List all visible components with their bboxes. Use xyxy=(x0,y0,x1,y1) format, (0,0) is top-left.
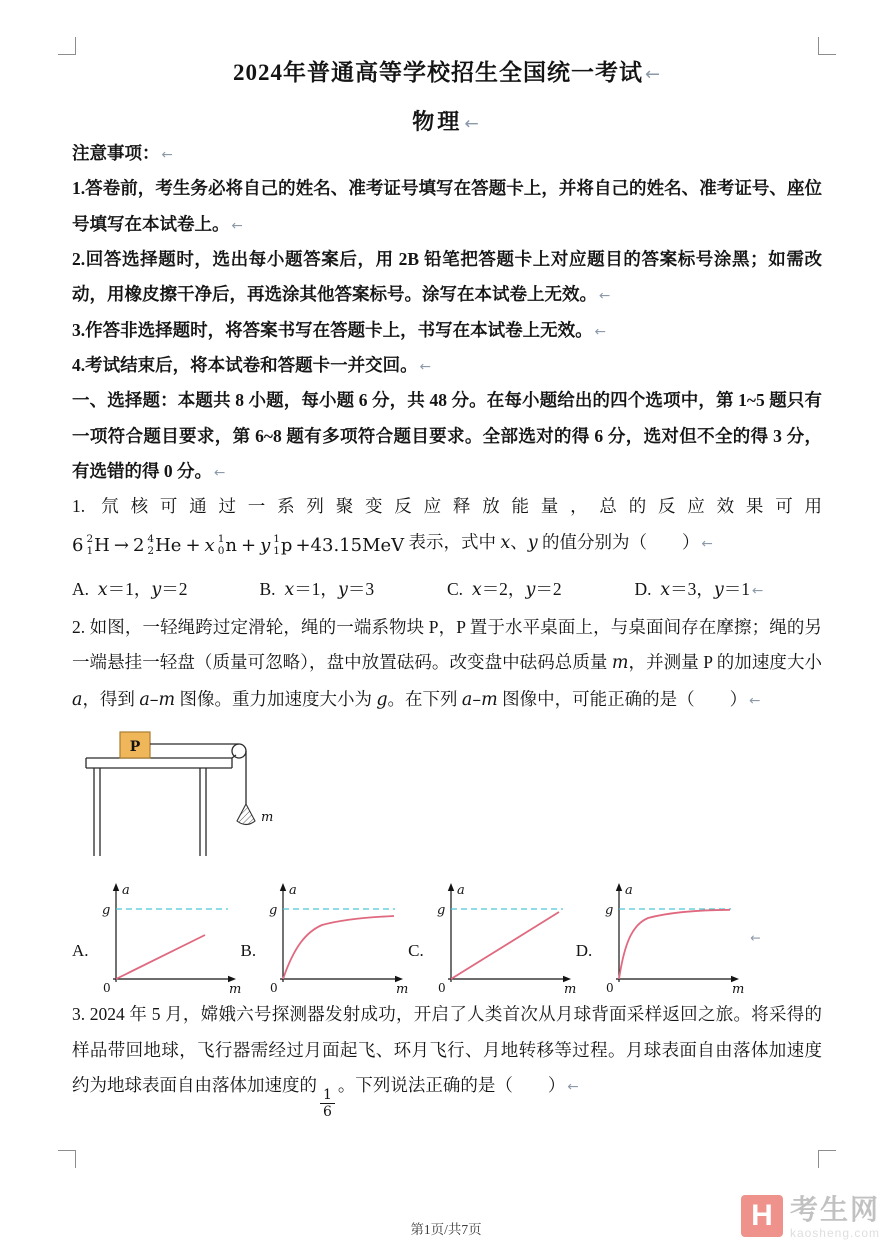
a-m-graph-b xyxy=(258,879,408,997)
section-1-text: 一、选择题：本题共 8 小题，每小题 6 分，共 48 分。在每小题给出的四个选项中，第 1~5 题只有一项符合题目要求，第 6~8 题有多项符合题目要求。全部选对的得 6 分，选对但不全的得 3 分，有选错的得 0 分。 xyxy=(72,390,822,482)
mass-number: 4 xyxy=(147,533,155,546)
graph-label: D. xyxy=(575,941,593,961)
x-axis-label: m xyxy=(228,982,241,998)
variable-x: x xyxy=(471,580,482,601)
q1-comma: 、 xyxy=(510,531,528,552)
notice-heading-text: 注意事项： xyxy=(72,143,160,163)
fraction-denominator: 6 xyxy=(323,1104,332,1121)
plus-sign: + xyxy=(185,534,201,556)
prescripts xyxy=(86,534,93,558)
variable-x: x xyxy=(284,580,295,601)
origin-label: 0 xyxy=(102,981,111,996)
option-label: A. xyxy=(72,579,90,600)
nuclide-deuterium xyxy=(86,528,109,564)
variable-a-m: a–m xyxy=(139,689,176,710)
option-value: ＝3 xyxy=(347,579,375,600)
q2-text: ，并测量 P 的加速度大小 xyxy=(628,652,822,673)
option-value: ＝1， xyxy=(294,579,338,600)
x-axis-label: m xyxy=(732,982,745,998)
q1-lead-text: 1. 氘核可通过一系列聚变反应释放能量，总的反应效果可用 xyxy=(72,496,822,517)
kaosheng-logo-text xyxy=(790,1195,880,1240)
variable-x: x xyxy=(500,532,511,553)
option-value: ＝2， xyxy=(481,579,526,600)
paragraph-mark: ← xyxy=(419,359,432,376)
plus-sign: + xyxy=(240,534,257,556)
variable-a: a xyxy=(72,689,83,710)
paragraph-mark: ← xyxy=(567,1078,579,1095)
option-value: ＝2 xyxy=(535,579,562,600)
q2-text: 图像中，可能正确的是（ ） xyxy=(497,688,748,709)
prescripts xyxy=(273,534,280,558)
mass-label: m xyxy=(261,810,274,826)
paragraph-mark: ← xyxy=(231,217,243,234)
y-axis-label: a xyxy=(625,883,634,899)
paragraph-mark: ← xyxy=(464,114,482,134)
variable-y: y xyxy=(151,580,162,601)
pulley-diagram xyxy=(82,724,282,862)
notice-4-text: 4.考试结束后，将本试卷和答题卡一并交回。 xyxy=(72,355,418,376)
variable-x: x xyxy=(97,580,108,601)
origin-label: 0 xyxy=(437,981,446,996)
variable-y: y xyxy=(527,532,538,553)
y-axis-label: a xyxy=(289,883,297,899)
y-axis-arrow xyxy=(616,883,622,891)
element-symbol: H xyxy=(94,534,110,556)
mass-number: 1 xyxy=(217,533,225,546)
mass-pan xyxy=(237,804,255,825)
option-value: ＝2 xyxy=(161,579,188,600)
a-m-graph-c xyxy=(426,879,576,997)
fraction-one-sixth xyxy=(320,1087,335,1121)
coefficient: 2 xyxy=(132,534,145,556)
energy-term: +43.15MeV xyxy=(295,534,405,556)
notice-item-1 xyxy=(72,171,822,242)
q1-fusion-equation xyxy=(72,528,404,564)
reaction-arrow: → xyxy=(113,534,129,556)
a-m-graph-d xyxy=(594,879,744,997)
exam-title-text: 2024年普通高等学校招生全国统一考试 xyxy=(232,60,643,85)
q2-text: 图像。重力加速度大小为 xyxy=(175,688,377,709)
variable-x: x xyxy=(660,580,671,601)
q1-option-d xyxy=(635,572,823,608)
q1-tail-text: 表示，式中 xyxy=(404,531,501,552)
paragraph-mark: ← xyxy=(214,465,226,482)
q3-text: 3. 2024 年 5 月，嫦娥六号探测器发射成功，开启了人类首次从月球背面采样返回之旅。将采得的样品带回地球，飞行器需经过月面起飞、环月飞行、月地转移等过程。月球表面自由落体加速度约为地球表面自由落体加速度的 xyxy=(72,1004,822,1095)
section-1-intro xyxy=(72,383,822,489)
variable-y: y xyxy=(713,580,724,601)
question-3 xyxy=(72,997,822,1120)
notice-item-2 xyxy=(72,242,822,313)
block-p-label: P xyxy=(129,739,141,756)
exam-subject-text: 物理 xyxy=(412,109,463,134)
variable-g: g xyxy=(376,689,388,710)
paragraph-mark: ← xyxy=(701,535,713,552)
crop-mark-bottom-right xyxy=(818,1150,836,1168)
question-2 xyxy=(72,610,822,718)
crop-mark-bottom-left xyxy=(58,1150,76,1168)
y-axis-arrow xyxy=(448,883,454,891)
g-label: g xyxy=(605,903,614,919)
crop-mark-top-left xyxy=(58,37,76,55)
origin-label: 0 xyxy=(270,981,278,996)
element-symbol: n xyxy=(225,534,237,556)
a-m-graph-a xyxy=(91,879,241,997)
a-m-curve xyxy=(619,910,730,979)
option-value: ＝3， xyxy=(670,579,714,600)
paragraph-mark: ← xyxy=(749,692,761,709)
notice-3-text: 3.作答非选择题时，将答案书写在答题卡上，书写在本试卷上无效。 xyxy=(72,319,593,340)
atomic-number: 2 xyxy=(147,544,155,557)
graph-label: A. xyxy=(72,941,89,961)
site-name: 考生网 xyxy=(789,1194,880,1226)
notice-2-text: 2.回答选择题时，选出每小题答案后，用 2B 铅笔把答题卡上对应题目的答案标号涂黑；如需改动，用橡皮擦干净后，再选涂其他答案标号。涂写在本试卷上无效。 xyxy=(72,249,822,305)
g-label: g xyxy=(101,903,110,919)
coefficient: 6 xyxy=(72,534,84,556)
graph-option-a xyxy=(72,879,241,997)
notice-item-3 xyxy=(72,313,822,348)
nuclide-neutron xyxy=(218,528,237,564)
x-axis-label: m xyxy=(396,982,409,998)
y-axis-arrow xyxy=(280,883,286,891)
g-label: g xyxy=(436,903,446,919)
variable-x: x xyxy=(204,534,215,556)
kaosheng-watermark xyxy=(741,1195,880,1240)
nuclide-helium xyxy=(147,528,181,564)
q1-option-b xyxy=(260,572,448,608)
graph-option-b xyxy=(241,879,409,997)
option-label: B. xyxy=(259,579,276,600)
page-number: 第1页/共7页 xyxy=(410,1222,482,1237)
x-axis-label: m xyxy=(563,982,576,998)
exam-title xyxy=(72,54,822,87)
crop-mark-top-right xyxy=(818,37,836,55)
paragraph-mark: ← xyxy=(161,147,173,163)
graph-option-d xyxy=(576,879,745,997)
kaosheng-logo-icon: H xyxy=(741,1195,783,1237)
q2-answer-graphs xyxy=(72,879,822,997)
q1-options xyxy=(72,572,822,608)
paragraph-mark: ← xyxy=(594,323,607,340)
mass-number: 1 xyxy=(273,533,280,546)
atomic-number: 1 xyxy=(273,544,280,557)
notice-1-text: 1.答卷前，考生务必将自己的姓名、准考证号填写在答题卡上，并将自己的姓名、准考证号、座位号填写在本试卷上。 xyxy=(72,178,822,234)
question-1 xyxy=(72,489,822,564)
paragraph-mark: ← xyxy=(644,64,662,85)
q2-pulley-figure xyxy=(82,724,822,867)
notice-heading xyxy=(72,136,822,171)
notice-item-4 xyxy=(72,348,822,383)
q2-text: 。在下列 xyxy=(387,688,462,709)
variable-y: y xyxy=(260,534,271,556)
site-domain: kaosheng.com xyxy=(789,1226,880,1240)
option-value: ＝1， xyxy=(107,579,152,600)
option-label: D. xyxy=(634,579,652,600)
prescripts xyxy=(218,534,225,558)
q1-tail2-text: 的值分别为（ ） xyxy=(537,531,700,552)
variable-y: y xyxy=(337,580,348,601)
a-m-curve xyxy=(283,916,394,979)
variable-m: m xyxy=(611,653,629,674)
q3-text: 。下列说法正确的是（ ） xyxy=(337,1074,566,1095)
q2-text: ，得到 xyxy=(82,688,140,709)
g-label: g xyxy=(269,903,278,919)
a-m-curve xyxy=(451,912,559,979)
variable-y: y xyxy=(525,580,536,601)
atomic-number: 1 xyxy=(86,544,94,557)
paragraph-mark: ← xyxy=(750,930,761,946)
paragraph-mark: ← xyxy=(752,583,764,600)
exam-subject xyxy=(72,105,822,136)
y-axis-label: a xyxy=(121,883,130,899)
q1-option-c xyxy=(447,572,635,608)
paragraph-mark: ← xyxy=(599,288,611,305)
option-label: C. xyxy=(447,579,464,600)
a-m-curve xyxy=(116,935,205,979)
element-symbol: He xyxy=(155,534,182,556)
q2-text: 2. 如图，一轻绳跨过定滑轮，绳的一端系物块 P，P 置于水平桌面上，与桌面间存在摩擦；绳的另一端悬挂一轻盘（质量可忽略），盘中放置砝码。改变盘中砝码总质量 xyxy=(72,617,822,673)
graph-label: C. xyxy=(408,941,424,961)
variable-a-m: a–m xyxy=(461,689,498,710)
mass-number: 2 xyxy=(86,533,94,546)
graph-label: B. xyxy=(240,941,257,961)
q1-option-a xyxy=(72,572,260,608)
y-axis-arrow xyxy=(112,883,118,891)
origin-label: 0 xyxy=(606,981,614,996)
prescripts xyxy=(147,534,154,558)
element-symbol: p xyxy=(280,534,293,556)
atomic-number: 0 xyxy=(217,544,225,557)
fraction-numerator: 1 xyxy=(320,1087,335,1105)
y-axis-label: a xyxy=(456,883,465,899)
option-value: ＝1 xyxy=(723,579,751,600)
nuclide-proton xyxy=(273,528,292,564)
graph-option-c xyxy=(408,879,576,997)
